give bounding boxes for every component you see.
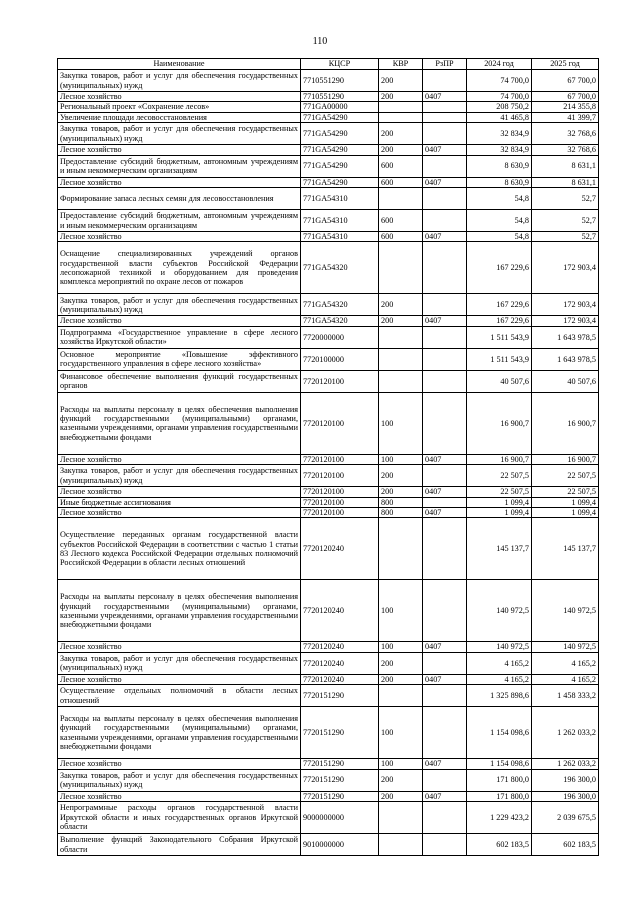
row-amount-2024: 1 154 098,6: [467, 707, 532, 759]
row-kcsr: 7710551290: [301, 70, 379, 92]
row-amount-2024: 74 700,0: [467, 70, 532, 92]
row-kcsr: 7720120100: [301, 454, 379, 464]
row-rzpr: [423, 210, 467, 232]
row-kcsr: 7720151290: [301, 759, 379, 769]
row-rzpr: 0407: [423, 454, 467, 464]
row-rzpr: [423, 155, 467, 177]
row-amount-2025: 52,7: [532, 188, 599, 210]
row-amount-2024: 40 507,6: [467, 370, 532, 392]
row-kcsr: 7720151290: [301, 707, 379, 759]
table-row: [58, 454, 599, 464]
row-amount-2024: 8 630,9: [467, 155, 532, 177]
row-name: Расходы на выплаты персоналу в целях обеспечения выполнения функций государственными (муниципальными) органами, казенными учреждениями, органами управления государственными внебюджетными фондами: [58, 707, 301, 759]
row-kvr: 200: [379, 791, 423, 801]
row-rzpr: [423, 348, 467, 370]
row-kvr: 200: [379, 92, 423, 102]
row-amount-2025: 22 507,5: [532, 487, 599, 497]
row-kcsr: 7720120100: [301, 370, 379, 392]
table-row: [58, 112, 599, 122]
row-amount-2025: 8 631,1: [532, 155, 599, 177]
row-amount-2024: 1 099,4: [467, 497, 532, 507]
row-amount-2024: 602 183,5: [467, 834, 532, 856]
row-amount-2025: 1 099,4: [532, 508, 599, 518]
row-kcsr: 7720120240: [301, 518, 379, 580]
row-rzpr: 0407: [423, 791, 467, 801]
table-row: [58, 70, 599, 92]
row-name: Предоставление субсидий бюджетным, автономным учреждениям и иным некоммерческим организациям: [58, 155, 301, 177]
row-amount-2025: 140 972,5: [532, 580, 599, 642]
row-kvr: 100: [379, 580, 423, 642]
table-row: [58, 487, 599, 497]
row-kvr: 800: [379, 497, 423, 507]
row-kcsr: 771GA54290: [301, 145, 379, 155]
row-amount-2024: 32 834,9: [467, 123, 532, 145]
table-row: [58, 759, 599, 769]
row-name: Закупка товаров, работ и услуг для обеспечения государственных (муниципальных) нужд: [58, 123, 301, 145]
row-kcsr: 7720120240: [301, 652, 379, 674]
row-name: Расходы на выплаты персоналу в целях обеспечения выполнения функций государственными (муниципальными) органами, казенными учреждениями, органами управления государственными внебюджетными фондами: [58, 392, 301, 454]
row-name: Лесное хозяйство: [58, 487, 301, 497]
row-kcsr: 7720120100: [301, 465, 379, 487]
header-kcsr: КЦСР: [301, 59, 379, 70]
table-row: [58, 508, 599, 518]
row-amount-2025: 32 768,6: [532, 145, 599, 155]
row-kcsr: 7720120100: [301, 392, 379, 454]
row-rzpr: 0407: [423, 759, 467, 769]
row-name: Лесное хозяйство: [58, 642, 301, 652]
row-kcsr: 771GA54320: [301, 316, 379, 326]
row-amount-2025: 214 355,8: [532, 102, 599, 112]
row-amount-2025: 40 507,6: [532, 370, 599, 392]
row-name: Осуществление переданных органам государственной власти субъектов Российской Федерации в соответствии с частью 1 статьи 83 Лесного кодекса Российской Федерации отдельных полномочий Российской Федерации в области лесных отношений: [58, 518, 301, 580]
row-amount-2025: 196 300,0: [532, 791, 599, 801]
row-name: Предоставление субсидий бюджетным, автономным учреждениям и иным некоммерческим организациям: [58, 210, 301, 232]
row-kcsr: 7720120240: [301, 642, 379, 652]
row-amount-2024: 54,8: [467, 188, 532, 210]
row-kvr: 100: [379, 454, 423, 464]
table-row: [58, 188, 599, 210]
table-header-row: [58, 59, 599, 70]
table-row: [58, 685, 599, 707]
row-amount-2024: 1 099,4: [467, 508, 532, 518]
row-rzpr: [423, 497, 467, 507]
table-body: [58, 70, 599, 856]
row-kcsr: 7720151290: [301, 769, 379, 791]
row-kcsr: 771GA54310: [301, 232, 379, 242]
row-kvr: 800: [379, 508, 423, 518]
row-rzpr: [423, 392, 467, 454]
row-amount-2025: 2 039 675,5: [532, 802, 599, 834]
row-name: Лесное хозяйство: [58, 316, 301, 326]
row-amount-2024: 208 750,2: [467, 102, 532, 112]
row-rzpr: 0407: [423, 177, 467, 187]
row-amount-2024: 41 465,8: [467, 112, 532, 122]
row-kcsr: 9010000000: [301, 834, 379, 856]
row-kcsr: 771GA00000: [301, 102, 379, 112]
row-name: Финансовое обеспечение выполнения функций государственных органов: [58, 370, 301, 392]
row-rzpr: 0407: [423, 642, 467, 652]
row-name: Лесное хозяйство: [58, 92, 301, 102]
row-amount-2024: 16 900,7: [467, 392, 532, 454]
row-amount-2025: 4 165,2: [532, 674, 599, 684]
row-kvr: 200: [379, 70, 423, 92]
row-kcsr: 7720120240: [301, 580, 379, 642]
row-amount-2025: 4 165,2: [532, 652, 599, 674]
row-amount-2024: 54,8: [467, 210, 532, 232]
row-amount-2024: 4 165,2: [467, 652, 532, 674]
table-row: [58, 242, 599, 294]
table-row: [58, 769, 599, 791]
page-number: 110: [312, 36, 328, 47]
row-amount-2025: 67 700,0: [532, 70, 599, 92]
row-kvr: [379, 102, 423, 112]
row-amount-2024: 1 511 543,9: [467, 348, 532, 370]
row-kcsr: 7720000000: [301, 326, 379, 348]
row-name: Формирование запаса лесных семян для лесовосстановления: [58, 188, 301, 210]
row-kvr: 600: [379, 155, 423, 177]
table-row: [58, 92, 599, 102]
row-kcsr: 771GA54310: [301, 210, 379, 232]
row-amount-2025: 172 903,4: [532, 242, 599, 294]
row-kvr: [379, 834, 423, 856]
header-kvr: КВР: [379, 59, 423, 70]
row-amount-2025: 32 768,6: [532, 123, 599, 145]
row-kcsr: 771GA54290: [301, 123, 379, 145]
row-kcsr: 771GA54320: [301, 242, 379, 294]
row-name: Региональный проект «Сохранение лесов»: [58, 102, 301, 112]
row-amount-2025: 172 903,4: [532, 294, 599, 316]
row-rzpr: [423, 685, 467, 707]
row-amount-2025: 140 972,5: [532, 642, 599, 652]
row-kcsr: 7720151290: [301, 685, 379, 707]
row-kcsr: 7720100000: [301, 348, 379, 370]
table-row: [58, 674, 599, 684]
table-row: [58, 102, 599, 112]
table-row: [58, 518, 599, 580]
row-amount-2025: 8 631,1: [532, 177, 599, 187]
row-rzpr: 0407: [423, 508, 467, 518]
table-row: [58, 802, 599, 834]
row-rzpr: [423, 518, 467, 580]
table-row: [58, 642, 599, 652]
row-rzpr: [423, 112, 467, 122]
row-name: Основное мероприятие «Повышение эффективного государственного управления в сфере лесного хозяйства»: [58, 348, 301, 370]
row-rzpr: [423, 123, 467, 145]
table-row: [58, 145, 599, 155]
row-name: Лесное хозяйство: [58, 145, 301, 155]
row-amount-2024: 171 800,0: [467, 791, 532, 801]
row-amount-2024: 1 511 543,9: [467, 326, 532, 348]
row-amount-2024: 8 630,9: [467, 177, 532, 187]
row-kcsr: 7710551290: [301, 92, 379, 102]
row-amount-2024: 145 137,7: [467, 518, 532, 580]
row-rzpr: [423, 70, 467, 92]
row-amount-2024: 54,8: [467, 232, 532, 242]
row-amount-2024: 22 507,5: [467, 465, 532, 487]
row-name: Расходы на выплаты персоналу в целях обеспечения выполнения функций государственными (муниципальными) органами, казенными учреждениями, органами управления государственными внебюджетными фондами: [58, 580, 301, 642]
row-amount-2025: 52,7: [532, 232, 599, 242]
header-2024: 2024 год: [467, 59, 532, 70]
row-rzpr: 0407: [423, 145, 467, 155]
header-2025: 2025 год: [532, 59, 599, 70]
header-rzpr: РзПР: [423, 59, 467, 70]
row-name: Закупка товаров, работ и услуг для обеспечения государственных (муниципальных) нужд: [58, 294, 301, 316]
row-amount-2024: 167 229,6: [467, 242, 532, 294]
table-row: [58, 465, 599, 487]
row-amount-2025: 1 643 978,5: [532, 326, 599, 348]
row-amount-2025: 1 262 033,2: [532, 707, 599, 759]
table-row: [58, 326, 599, 348]
row-kvr: [379, 518, 423, 580]
row-kcsr: 7720120100: [301, 497, 379, 507]
row-name: Лесное хозяйство: [58, 454, 301, 464]
row-kvr: 100: [379, 707, 423, 759]
row-kcsr: 9000000000: [301, 802, 379, 834]
row-kvr: [379, 112, 423, 122]
row-kvr: 200: [379, 465, 423, 487]
row-rzpr: 0407: [423, 316, 467, 326]
row-kcsr: 7720151290: [301, 791, 379, 801]
row-amount-2025: 1 458 333,2: [532, 685, 599, 707]
row-kvr: 200: [379, 674, 423, 684]
row-kcsr: 771GA54290: [301, 112, 379, 122]
row-kcsr: 771GA54320: [301, 294, 379, 316]
row-amount-2024: 22 507,5: [467, 487, 532, 497]
row-name: Закупка товаров, работ и услуг для обеспечения государственных (муниципальных) нужд: [58, 652, 301, 674]
header-name: Наименование: [58, 59, 301, 70]
row-kvr: 200: [379, 294, 423, 316]
row-amount-2025: 172 903,4: [532, 316, 599, 326]
row-rzpr: [423, 834, 467, 856]
row-kvr: [379, 242, 423, 294]
table-row: [58, 348, 599, 370]
row-amount-2025: 41 399,7: [532, 112, 599, 122]
row-rzpr: [423, 294, 467, 316]
table-row: [58, 294, 599, 316]
row-name: Закупка товаров, работ и услуг для обеспечения государственных (муниципальных) нужд: [58, 70, 301, 92]
row-amount-2025: 145 137,7: [532, 518, 599, 580]
row-name: Оснащение специализированных учреждений органов государственной власти субъектов Российской Федерации лесопожарной техникой и оборудованием для проведения комплекса мероприятий по охране лесов от пожаров: [58, 242, 301, 294]
row-rzpr: [423, 769, 467, 791]
table-row: [58, 834, 599, 856]
row-kvr: [379, 370, 423, 392]
row-amount-2024: 32 834,9: [467, 145, 532, 155]
table-row: [58, 316, 599, 326]
row-kvr: 200: [379, 123, 423, 145]
row-amount-2025: 1 643 978,5: [532, 348, 599, 370]
row-kvr: [379, 326, 423, 348]
row-kvr: 200: [379, 316, 423, 326]
row-amount-2024: 1 154 098,6: [467, 759, 532, 769]
row-kcsr: 771GA54310: [301, 188, 379, 210]
row-kvr: 100: [379, 759, 423, 769]
table-row: [58, 177, 599, 187]
row-kvr: [379, 802, 423, 834]
row-kvr: [379, 685, 423, 707]
row-kvr: 100: [379, 392, 423, 454]
table-row: [58, 232, 599, 242]
row-kvr: 600: [379, 210, 423, 232]
row-amount-2024: 1 229 423,2: [467, 802, 532, 834]
row-rzpr: 0407: [423, 232, 467, 242]
row-name: Лесное хозяйство: [58, 508, 301, 518]
row-name: Лесное хозяйство: [58, 791, 301, 801]
row-amount-2025: 22 507,5: [532, 465, 599, 487]
row-name: Иные бюджетные ассигнования: [58, 497, 301, 507]
row-kcsr: 771GA54290: [301, 155, 379, 177]
row-amount-2025: 1 262 033,2: [532, 759, 599, 769]
budget-table: [57, 58, 599, 856]
row-name: Подпрограмма «Государственное управление в сфере лесного хозяйства Иркутской области»: [58, 326, 301, 348]
row-amount-2024: 4 165,2: [467, 674, 532, 684]
row-kvr: 200: [379, 487, 423, 497]
row-amount-2024: 16 900,7: [467, 454, 532, 464]
row-rzpr: [423, 707, 467, 759]
row-kcsr: 7720120100: [301, 508, 379, 518]
row-kcsr: 7720120240: [301, 674, 379, 684]
row-amount-2024: 140 972,5: [467, 580, 532, 642]
table-row: [58, 370, 599, 392]
row-amount-2025: 196 300,0: [532, 769, 599, 791]
row-kvr: [379, 348, 423, 370]
row-kcsr: 771GA54290: [301, 177, 379, 187]
row-name: Выполнение функций Законодательного Собрания Иркутской области: [58, 834, 301, 856]
row-amount-2025: 602 183,5: [532, 834, 599, 856]
row-amount-2024: 140 972,5: [467, 642, 532, 652]
row-amount-2025: 67 700,0: [532, 92, 599, 102]
row-name: Лесное хозяйство: [58, 232, 301, 242]
row-name: Осуществление отдельных полномочий в области лесных отношений: [58, 685, 301, 707]
row-rzpr: 0407: [423, 92, 467, 102]
row-rzpr: 0407: [423, 674, 467, 684]
row-amount-2025: 1 099,4: [532, 497, 599, 507]
row-rzpr: [423, 652, 467, 674]
row-name: Лесное хозяйство: [58, 177, 301, 187]
row-kvr: 200: [379, 652, 423, 674]
row-rzpr: [423, 102, 467, 112]
table-row: [58, 791, 599, 801]
row-amount-2024: 1 325 898,6: [467, 685, 532, 707]
row-rzpr: [423, 580, 467, 642]
row-name: Лесное хозяйство: [58, 759, 301, 769]
row-rzpr: [423, 370, 467, 392]
row-rzpr: 0407: [423, 487, 467, 497]
row-name: Увеличение площади лесовосстановления: [58, 112, 301, 122]
row-name: Непрограммные расходы органов государственной власти Иркутской области и иных государственных органов Иркутской области: [58, 802, 301, 834]
table-row: [58, 210, 599, 232]
row-kvr: 200: [379, 769, 423, 791]
table-row: [58, 707, 599, 759]
row-rzpr: [423, 188, 467, 210]
row-amount-2025: 52,7: [532, 210, 599, 232]
table-row: [58, 652, 599, 674]
row-amount-2024: 171 800,0: [467, 769, 532, 791]
row-amount-2025: 16 900,7: [532, 392, 599, 454]
row-rzpr: [423, 465, 467, 487]
row-rzpr: [423, 242, 467, 294]
row-amount-2024: 74 700,0: [467, 92, 532, 102]
table-row: [58, 392, 599, 454]
row-name: Лесное хозяйство: [58, 674, 301, 684]
row-amount-2024: 167 229,6: [467, 294, 532, 316]
row-rzpr: [423, 802, 467, 834]
row-name: Закупка товаров, работ и услуг для обеспечения государственных (муниципальных) нужд: [58, 769, 301, 791]
row-kvr: [379, 188, 423, 210]
row-kvr: 100: [379, 642, 423, 652]
row-amount-2025: 16 900,7: [532, 454, 599, 464]
row-kcsr: 7720120100: [301, 487, 379, 497]
row-name: Закупка товаров, работ и услуг для обеспечения государственных (муниципальных) нужд: [58, 465, 301, 487]
table-row: [58, 123, 599, 145]
row-amount-2024: 167 229,6: [467, 316, 532, 326]
row-rzpr: [423, 326, 467, 348]
row-kvr: 200: [379, 145, 423, 155]
row-kvr: 600: [379, 177, 423, 187]
table-row: [58, 155, 599, 177]
row-kvr: 600: [379, 232, 423, 242]
table-row: [58, 580, 599, 642]
table-row: [58, 497, 599, 507]
